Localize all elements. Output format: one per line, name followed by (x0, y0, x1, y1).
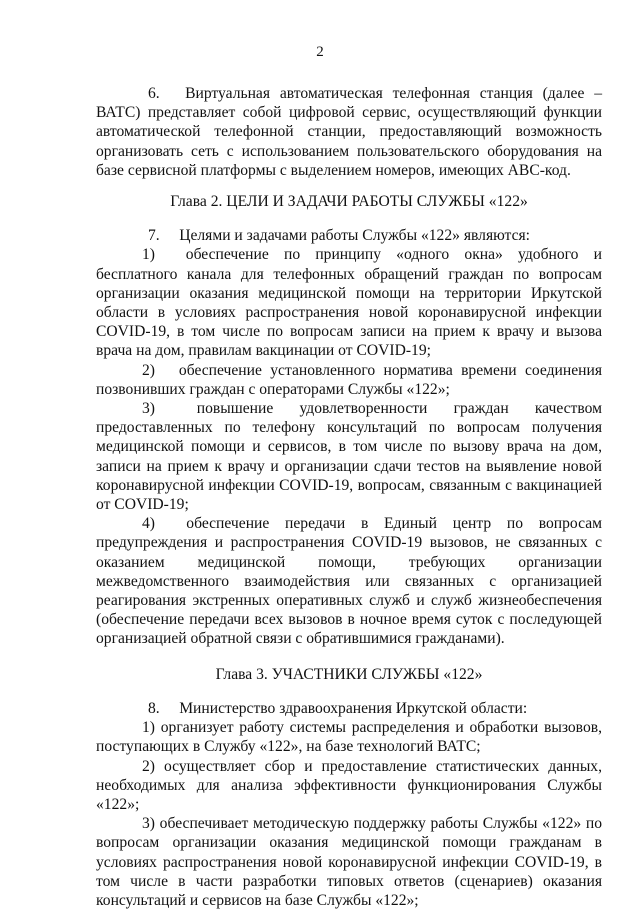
paragraph-8-item-2: 2) осуществляет сбор и предоставление статистических данных, необходимых для анализа эффективности функционирования Службы «122»; (96, 757, 602, 813)
chapter-3-heading: Глава 3. УЧАСТНИКИ СЛУЖБЫ «122» (215, 665, 483, 683)
paragraph-7-item-2: 2) обеспечение установленного норматива времени соединения позвонивших граждан с операторами Службы «122»; (96, 361, 602, 398)
paragraph-7-item-3: 3) повышение удовлетворенности граждан качеством предоставленных по телефону консультаций по вопросам получения медицинской помощи и сервисов, в том числе по вызову врача на дом, записи на прием к врачу и организации сдачи тестов на выявление новой коронавирусной инфекции COVID-19, вопросам, связанным с вакцинацией от COVID-19; (96, 400, 602, 514)
chapter-2-heading: Глава 2. ЦЕЛИ И ЗАДАЧИ РАБОТЫ СЛУЖБЫ «122» (170, 193, 528, 211)
document-body (96, 84, 602, 910)
paragraph-8-item-1: 1) организует работу системы распределения и обработки вызовов, поступающих в Службу «122», на базе технологий ВАТС; (96, 719, 602, 756)
paragraph-8-item-3: 3) обеспечивает методическую поддержку работы Службы «122» по вопросам организации оказания медицинской помощи гражданам в условиях распространения новой коронавирусной инфекции COVID-19, в том числе в части разработки типовых ответов (сценариев) оказания консультаций и сервисов на базе Службы «122»; (96, 815, 602, 909)
paragraph-6: 6. Виртуальная автоматическая телефонная станция (далее – ВАТС) представляет собой цифровой сервис, осуществляющий функции автоматической телефонной станции, предоставляющий возможность организовать сеть с использованием пользовательского оборудования на базе сервисной платформы с выделением номеров, имеющих ABC-код. (96, 85, 602, 179)
paragraph-7-item-4: 4) обеспечение передачи в Единый центр по вопросам предупреждения и распространения COVID-19 вызовов, не связанных с оказанием медицинской помощи, требующих организации межведомственного взаимодействия или связанных с организацией реагирования экстренных оперативных служб и служб жизнеобеспечения (обеспечение передачи всех вызовов в ночное время суток с последующей организацией обратной связи с обратившимися гражданами). (96, 515, 602, 648)
paragraph-8: 8. Министерство здравоохранения Иркутской области: (148, 699, 528, 717)
paragraph-7-item-1: 1) обеспечение по принципу «одного окна» удобного и бесплатного канала для телефонных обращений граждан по вопросам организации оказания медицинской помощи на территории Иркутской области в условиях распространения новой коронавирусной инфекции COVID-19, в том числе по вопросам записи на прием к врачу и вызова врача на дом, правилам вакцинации от COVID-19; (96, 246, 602, 360)
page-number: 2 (316, 44, 324, 60)
paragraph-7: 7. Целями и задачами работы Службы «122» являются: (148, 227, 530, 245)
